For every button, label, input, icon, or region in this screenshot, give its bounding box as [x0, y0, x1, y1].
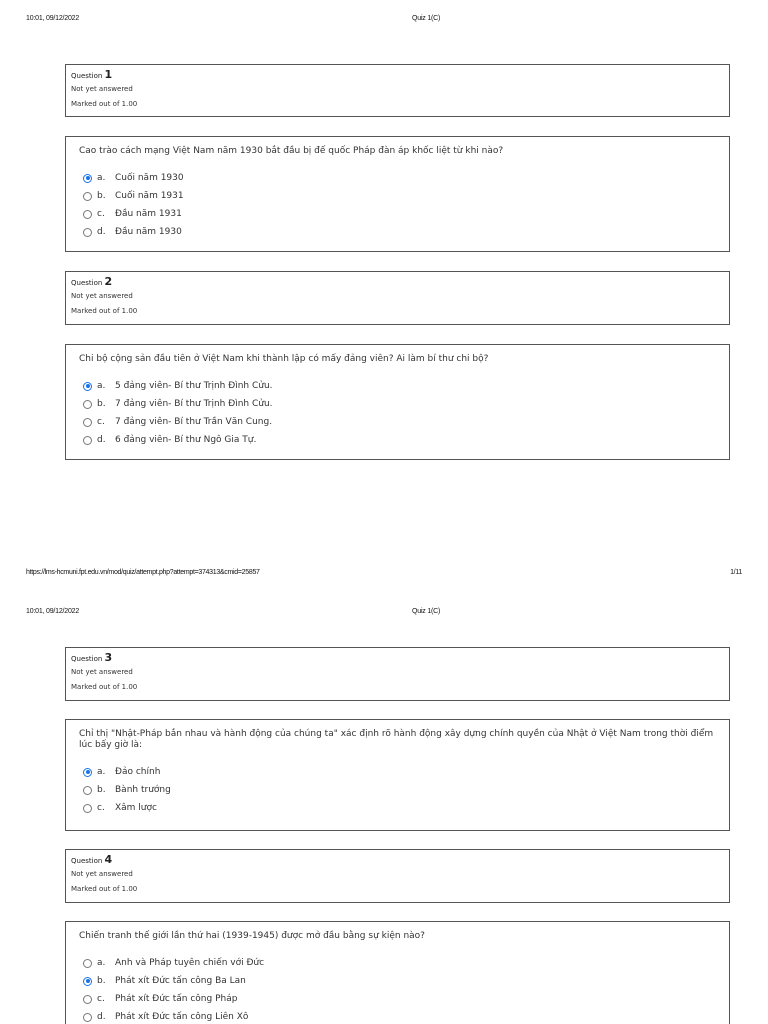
answer-text: Phát xít Đức tấn công Liên Xô: [115, 1012, 249, 1022]
question-marks: Marked out of 1.00: [71, 100, 138, 108]
question-content-1: [65, 136, 730, 252]
radio-button[interactable]: [83, 228, 92, 237]
question-info-2: [65, 271, 730, 325]
radio-button[interactable]: [83, 436, 92, 445]
question-label: Question: [71, 857, 103, 865]
print-url: https://lms-hcmuni.fpt.edu.vn/mod/quiz/attempt.php?attempt=374313&cmid=25857: [26, 569, 260, 576]
question-info-4: [65, 849, 730, 903]
question-number: 4: [104, 853, 113, 866]
radio-button[interactable]: [83, 174, 92, 183]
question-label: Question: [71, 279, 103, 287]
question-status: Not yet answered: [71, 870, 133, 878]
print-date: 10:01, 09/12/2022: [26, 15, 80, 22]
answer-letter: c.: [97, 209, 105, 219]
answer-option[interactable]: [79, 187, 716, 205]
answer-letter: a.: [97, 173, 106, 183]
answer-text: Phát xít Đức tấn công Pháp: [115, 994, 238, 1004]
answer-letter: d.: [97, 227, 106, 237]
question-marks: Marked out of 1.00: [71, 683, 138, 691]
answer-letter: c.: [97, 994, 105, 1004]
answer-option[interactable]: [79, 395, 716, 413]
radio-button[interactable]: [83, 1013, 92, 1022]
question-number: 1: [104, 68, 113, 81]
question-content-2: [65, 344, 730, 460]
question-marks: Marked out of 1.00: [71, 885, 138, 893]
question-text: Cao trào cách mạng Việt Nam năm 1930 bắt đầu bị đế quốc Pháp đàn áp khốc liệt từ khi nào?: [79, 146, 504, 156]
question-status: Not yet answered: [71, 292, 133, 300]
print-page-number: 1/11: [730, 569, 742, 576]
answer-option[interactable]: [79, 954, 716, 972]
answer-letter: b.: [97, 399, 106, 409]
radio-button[interactable]: [83, 400, 92, 409]
answer-text: 7 đảng viên- Bí thư Trịnh Đình Cửu.: [115, 399, 273, 409]
answer-list: [79, 377, 716, 449]
radio-button[interactable]: [83, 995, 92, 1004]
answer-text: Bành trướng: [115, 785, 171, 795]
answer-text: Đảo chính: [115, 767, 161, 777]
answer-letter: d.: [97, 435, 106, 445]
answer-letter: b.: [97, 191, 106, 201]
answer-list: [79, 954, 716, 1024]
question-marks: Marked out of 1.00: [71, 307, 138, 315]
radio-button[interactable]: [83, 959, 92, 968]
answer-text: 7 đảng viên- Bí thư Trần Văn Cung.: [115, 417, 273, 427]
answer-letter: d.: [97, 1012, 106, 1022]
question-label: Question: [71, 72, 103, 80]
answer-letter: b.: [97, 785, 106, 795]
answer-letter: a.: [97, 958, 106, 968]
answer-option[interactable]: [79, 377, 716, 395]
answer-option[interactable]: [79, 990, 716, 1008]
radio-button[interactable]: [83, 786, 92, 795]
answer-text: Phát xít Đức tấn công Ba Lan: [115, 976, 246, 986]
answer-letter: b.: [97, 976, 106, 986]
question-content-4: [65, 921, 730, 1024]
answer-text: Đầu năm 1931: [115, 209, 182, 219]
question-text: Chi bộ cộng sản đầu tiên ở Việt Nam khi thành lập có mấy đảng viên? Ai làm bí thư chi bộ?: [79, 354, 489, 364]
answer-list: [79, 169, 716, 241]
answer-text: Anh và Pháp tuyên chiến với Đức: [115, 958, 265, 968]
radio-button[interactable]: [83, 804, 92, 813]
answer-option[interactable]: [79, 781, 716, 799]
answer-text: Đầu năm 1930: [115, 227, 182, 237]
question-text: Chỉ thị "Nhật-Pháp bắn nhau và hành động của chúng ta" xác định rõ hành động xây dựng chính quyền của Nhật ở Việt Nam trong thời điểm lúc bấy giờ là:: [79, 729, 714, 750]
radio-button[interactable]: [83, 192, 92, 201]
answer-option[interactable]: [79, 431, 716, 449]
answer-list: [79, 763, 716, 817]
answer-text: 5 đảng viên- Bí thư Trịnh Đình Cửu.: [115, 381, 273, 391]
answer-text: 6 đảng viên- Bí thư Ngô Gia Tự.: [115, 435, 257, 445]
answer-option[interactable]: [79, 413, 716, 431]
question-info-3: [65, 647, 730, 701]
question-text: Chiến tranh thế giới lần thứ hai (1939-1945) được mở đầu bằng sự kiện nào?: [79, 931, 425, 941]
answer-option[interactable]: [79, 169, 716, 187]
radio-button[interactable]: [83, 768, 92, 777]
answer-text: Xâm lược: [115, 803, 157, 813]
question-label: Question: [71, 655, 103, 663]
question-status: Not yet answered: [71, 668, 133, 676]
radio-button[interactable]: [83, 210, 92, 219]
answer-option[interactable]: [79, 205, 716, 223]
answer-option[interactable]: [79, 1008, 716, 1024]
question-status: Not yet answered: [71, 85, 133, 93]
answer-option[interactable]: [79, 799, 716, 817]
answer-letter: a.: [97, 767, 106, 777]
answer-letter: c.: [97, 803, 105, 813]
answer-letter: a.: [97, 381, 106, 391]
radio-button[interactable]: [83, 418, 92, 427]
question-content-3: [65, 719, 730, 831]
answer-letter: c.: [97, 417, 105, 427]
answer-option[interactable]: [79, 972, 716, 990]
print-title: Quiz 1(C): [412, 15, 441, 22]
question-number: 2: [104, 275, 113, 288]
question-number: 3: [104, 651, 113, 664]
print-date: 10:01, 09/12/2022: [26, 608, 80, 615]
question-info-1: [65, 64, 730, 117]
radio-button[interactable]: [83, 382, 92, 391]
answer-option[interactable]: [79, 763, 716, 781]
answer-text: Cuối năm 1930: [115, 173, 184, 183]
radio-button[interactable]: [83, 977, 92, 986]
answer-text: Cuối năm 1931: [115, 191, 184, 201]
print-title: Quiz 1(C): [412, 608, 441, 615]
answer-option[interactable]: [79, 223, 716, 241]
